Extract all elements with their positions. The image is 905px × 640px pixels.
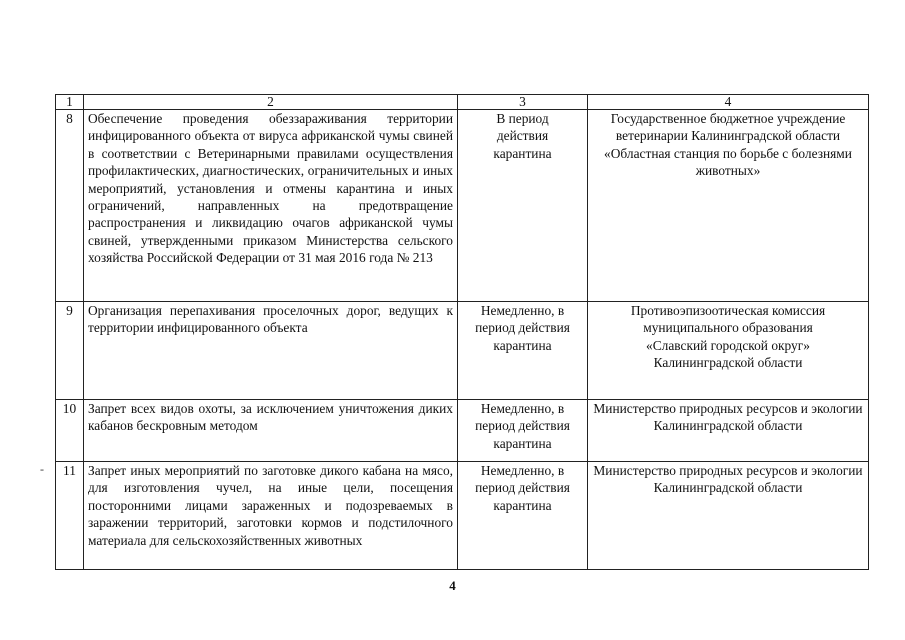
responsible-cell: Министерство природных ресурсов и экологии Калининградской области [588,400,869,462]
table-row [56,400,869,462]
term-cell: Немедленно, в период действия карантина [458,462,588,570]
measures-table [55,94,869,570]
responsible-cell: Министерство природных ресурсов и экологии Калининградской области [588,462,869,570]
header-col-4: 4 [588,95,869,110]
table-row [56,110,869,302]
measure-cell: Обеспечение проведения обеззараживания территории инфицированного объекта от вируса африканской чумы свиней в соответствии с Ветеринарными правилами осуществления профилактических, диагностических, ограничительных и иных мероприятий, установления и отмены карантина и иных ограничений, направленных на предотвращение распространения и ликвидацию очагов африканской чумы свиней, утвержденными приказом Министерства сельского хозяйства Российской Федерации от 31 мая 2016 года № 213 [84,110,458,302]
row-number: 10 [56,400,84,462]
row-number: 9 [56,302,84,400]
term-cell: В период действия карантина [458,110,588,302]
header-col-3: 3 [458,95,588,110]
responsible-cell: Государственное бюджетное учреждение ветеринарии Калининградской области «Областная станция по борьбе с болезнями животных» [588,110,869,302]
responsible-cell: Противоэпизоотическая комиссия муниципального образования «Славский городской округ» Калининградской области [588,302,869,400]
measure-cell: Запрет всех видов охоты, за исключением уничтожения диких кабанов бескровным методом [84,400,458,462]
measure-cell: Организация перепахивания проселочных дорог, ведущих к территории инфицированного объекта [84,302,458,400]
term-cell: Немедленно, в период действия карантина [458,302,588,400]
header-col-2: 2 [84,95,458,110]
measure-cell: Запрет иных мероприятий по заготовке дикого кабана на мясо, для изготовления чучел, на иные цели, посещения посторонними лицами зараженных и подозреваемых в заражении территорий, заготовки кормов и подстилочного материала для сельскохозяйственных животных [84,462,458,570]
header-col-1: 1 [56,95,84,110]
table-row [56,462,869,570]
row-number: 11 [56,462,84,570]
table-header-row [56,95,869,110]
table-row [56,302,869,400]
term-cell: Немедленно, в период действия карантина [458,400,588,462]
row-number: 8 [56,110,84,302]
margin-mark: - [40,462,44,476]
page-number: 4 [449,578,456,593]
